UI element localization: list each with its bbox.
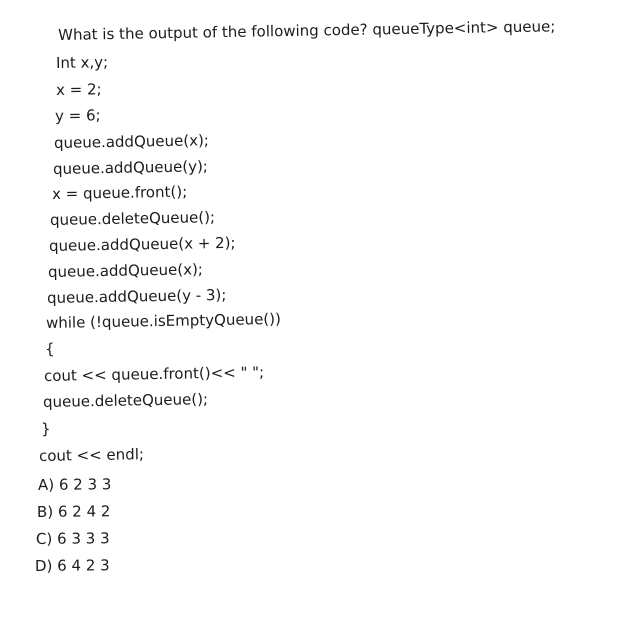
option-value: 6 3 3 3 <box>57 529 110 548</box>
code-line: { <box>44 339 55 358</box>
code-line: } <box>40 419 51 438</box>
code-line: queue.deleteQueue(); <box>42 390 209 411</box>
option-value: 6 2 4 2 <box>57 502 111 521</box>
code-line: while (!queue.isEmptyQueue()) <box>45 309 282 332</box>
code-line: cout << endl; <box>38 445 145 465</box>
question-text: What is the output of the following code? queueType<int> queue; <box>58 17 556 44</box>
code-line: cout << queue.front()<< " "; <box>43 363 265 385</box>
code-line: queue.addQueue(y - 3); <box>46 285 227 307</box>
option-a[interactable] <box>38 474 112 495</box>
code-line: queue.addQueue(x); <box>47 260 204 281</box>
option-label: C) <box>35 529 53 548</box>
code-line: y = 6; <box>54 106 101 125</box>
option-label: D) <box>34 556 53 575</box>
code-line: queue.addQueue(x + 2); <box>48 233 236 255</box>
option-value: 6 4 2 3 <box>57 556 110 575</box>
option-label: B) <box>36 502 54 521</box>
option-d[interactable] <box>35 555 110 576</box>
code-line: x = 2; <box>55 80 102 99</box>
code-line: Int x,y; <box>55 53 109 72</box>
code-line: queue.deleteQueue(); <box>49 208 216 229</box>
code-line: x = queue.front(); <box>51 182 188 203</box>
option-value: 6 2 3 3 <box>58 475 112 494</box>
option-label: A) <box>37 475 55 494</box>
code-line: queue.addQueue(x); <box>53 131 210 152</box>
code-line: queue.addQueue(y); <box>52 157 209 178</box>
option-c[interactable] <box>36 528 110 549</box>
option-b[interactable] <box>37 501 111 522</box>
